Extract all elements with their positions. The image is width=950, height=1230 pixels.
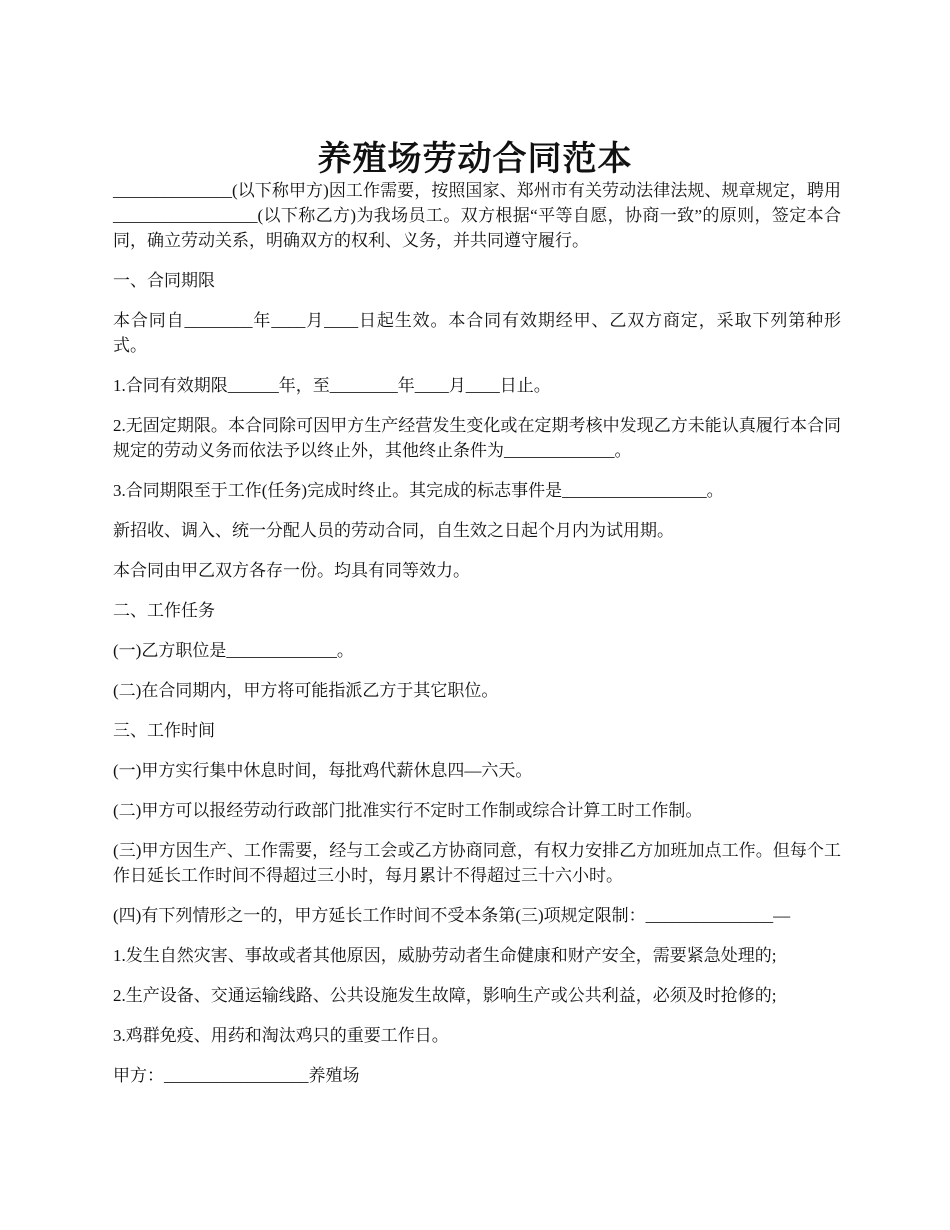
paragraph: 3.鸡群免疫、用药和淘汰鸡只的重要工作日。 [113, 1026, 449, 1045]
paragraph: (二)甲方可以报经劳动行政部门批准实行不定时工作制或综合计算工时工作制。 [113, 801, 703, 820]
document-title: 养殖场劳动合同范本 [317, 140, 633, 178]
document-body [113, 178, 841, 1103]
paragraph: (三)甲方因生产、工作需要，经与工会或乙方协商同意，有权力安排乙方加班加点工作。但每个工作日延长工作时间不得超过三小时，每月累计不得超过三十六小时。 [113, 841, 841, 885]
section-heading-working-hours: 三、工作时间 [113, 721, 215, 740]
paragraph: 本合同由甲乙双方各存一份。均具有同等效力。 [113, 561, 470, 580]
paragraph: 1.合同有效期限______年，至________年____月____日止。 [113, 376, 551, 395]
paragraph: (二)在合同期内，甲方将可能指派乙方于其它职位。 [113, 681, 499, 700]
paragraph: 新招收、调入、统一分配人员的劳动合同，自生效之日起个月内为试用期。 [113, 521, 674, 540]
intro-paragraph: ______________(以下称甲方)因工作需要，按照国家、郑州市有关劳动法律法规、规章规定，聘用_________________(以下称乙方)为我场员工。双方根据“平等自愿，协商一致”的原则，签定本合同，确立劳动关系，明确双方的权利、义务，并共同遵守履行。 [113, 181, 841, 250]
paragraph: 本合同自________年____月____日起生效。本合同有效期经甲、乙双方商定，采取下列第种形式。 [113, 311, 841, 355]
section-heading-work-tasks: 二、工作任务 [113, 601, 215, 620]
paragraph: (一)乙方职位是_____________。 [113, 641, 354, 660]
paragraph: (一)甲方实行集中休息时间，每批鸡代薪休息四—六天。 [113, 761, 533, 780]
paragraph: 1.发生自然灾害、事故或者其他原因，威胁劳动者生命健康和财产安全，需要紧急处理的; [113, 946, 777, 965]
paragraph: (四)有下列情形之一的，甲方延长工作时间不受本条第(三)项规定限制：_______________— [113, 906, 791, 925]
paragraph: 2.生产设备、交通运输线路、公共设施发生故障，影响生产或公共利益，必须及时抢修的; [113, 986, 777, 1005]
section-heading-contract-term: 一、合同期限 [113, 271, 215, 290]
paragraph: 2.无固定期限。本合同除可因甲方生产经营发生变化或在定期考核中发现乙方未能认真履行本合同规定的劳动义务而依法予以终止外，其他终止条件为_____________。 [113, 416, 841, 460]
paragraph: 3.合同期限至于工作(任务)完成时终止。其完成的标志事件是_________________。 [113, 481, 724, 500]
signature-line-party-a: 甲方：_________________养殖场 [113, 1066, 360, 1085]
